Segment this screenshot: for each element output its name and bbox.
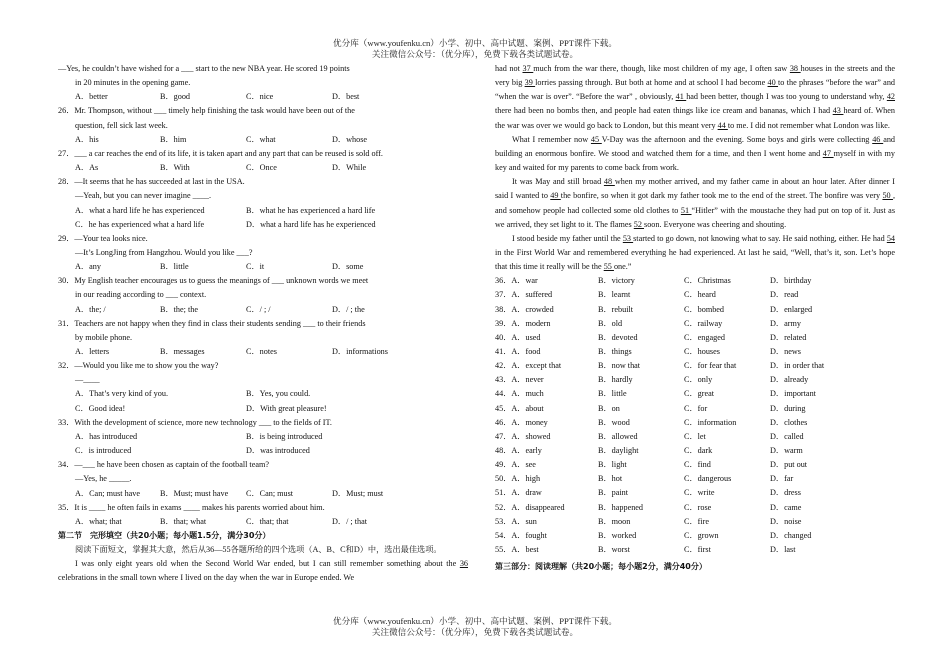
blank-number: 41 (675, 92, 687, 102)
choice-a: 54．A．fought (495, 530, 547, 540)
option-c: C．Can; must (246, 488, 294, 498)
option-d: D．was introduced (246, 446, 310, 456)
option-b: B．him (160, 134, 187, 144)
choice-c: C．great (684, 389, 715, 399)
choice-b: B．hot (598, 474, 623, 484)
choice-row (495, 387, 895, 401)
choice-c: C．let (684, 431, 706, 441)
question-text: 34．—___ he have been chosen as captain of the football team? (58, 460, 269, 470)
choice-row (495, 486, 895, 500)
choice-c: C．bombed (684, 304, 725, 314)
choice-b: B．things (598, 347, 632, 357)
choice-b: B．allowed (598, 431, 638, 441)
option-c: C．nice (246, 92, 274, 102)
choice-d: D．came (770, 502, 802, 512)
question-text: —Yeah, but you can never imagine ____. (75, 191, 212, 201)
blank-number: 40 (767, 78, 779, 88)
options-row (58, 90, 468, 104)
question-text: 29．—Your tea looks nice. (58, 233, 148, 243)
question-text: 30．My English teacher encourages us to guess the meanings of ___ unknown words we meet (58, 276, 369, 286)
option-b: B．Yes, you could. (246, 389, 311, 399)
header-line-2: 关注微信公众号：（优分库），免费下载各类试题试卷。 (371, 49, 579, 59)
passage-start: I was only eight years old when the Second World War ended, but I can still remember something about the 36 celebrations in the small town where I lived on the day when the war in Europe ended. We (58, 559, 468, 583)
options-row (58, 402, 468, 416)
blank-number: 53 (622, 233, 634, 243)
option-a: A．That’s very kind of you. (75, 389, 169, 399)
blank-number: 42 (886, 92, 896, 102)
choice-b: B．light (598, 460, 627, 470)
choice-row (495, 472, 895, 486)
option-a: A．what a hard life he has experienced (75, 205, 205, 215)
options-row (58, 204, 468, 218)
option-a: A．has introduced (75, 431, 138, 441)
option-b: B．little (160, 262, 189, 272)
passage-paragraph: What I remember now 45 V-Day was the afternoon and the evening. Some boys and girls were collecting 46 and building an enormous bonfire. We stood and watched them for a time, and then I went home and 47 myself in with my key and waited for my parents to come back from work. (495, 134, 896, 173)
page-header (0, 38, 950, 60)
choice-a: 44．A．much (495, 389, 544, 399)
choice-d: D．in order that (770, 361, 825, 371)
choice-c: C．only (684, 375, 713, 385)
choice-c: C．heard (684, 290, 716, 300)
option-b: B．Must; must have (160, 488, 229, 498)
question-text: —____ (75, 375, 100, 385)
choice-a: 49．A．see (495, 460, 536, 470)
option-a: A．the; / (75, 304, 106, 314)
choice-c: C．houses (684, 347, 720, 357)
option-a: A．Can; must have (75, 488, 141, 498)
choice-a: 37．A．suffered (495, 290, 553, 300)
choice-a: 43．A．never (495, 375, 544, 385)
blank-number: 43 (832, 106, 844, 116)
choice-c: C．railway (684, 318, 723, 328)
option-c: C．that; that (246, 516, 289, 526)
question-text: 35．It is ____ he often fails in exams ____ makes his parents worried about him. (58, 502, 325, 512)
choice-row (495, 345, 895, 359)
option-c: C．it (246, 262, 265, 272)
blank-number: 38 (789, 64, 801, 73)
passage-paragraph: I stood beside my father until the 53 started to go down, not knowing what to say. He said nothing, either. He had 54 in the First World War and remembered everything he had experienced. At last he said, “Well, that’s it, son. Let’s hope that this time it really will be the 55 one.” (495, 233, 895, 272)
choice-b: B．rebuilt (598, 304, 634, 314)
question-text: —Yes, he _____. (75, 474, 132, 484)
option-c: C．what (246, 134, 276, 144)
option-d: D．/ ; the (332, 304, 365, 314)
choice-d: D．last (770, 545, 796, 555)
question-q25 (58, 62, 468, 104)
choice-b: B．old (598, 318, 623, 328)
choice-a: 39．A．modern (495, 318, 551, 328)
choice-b: B．worst (598, 545, 630, 555)
option-d: D．whose (332, 134, 368, 144)
passage-paragraph: had not 37 much from the war there, though, like most children of my age, I often saw 38 houses in the streets and the very big 39 lorries passing through. But both at home and at school I had become 40 to the phrases “before the war” and “when the war is over”. “Before the war” , obviously, 41 had been better, though I was too young to understand why, 42 there had been no bombs then, and people had eaten things like ice cream and bananas, which I had 43 heard of. When the war was over we would go back to London, but this meant very 44 to me. I did not remember what London was like. (495, 64, 896, 130)
left-column (58, 62, 468, 586)
options-row (58, 515, 468, 529)
option-d: D．While (332, 163, 367, 173)
blank-number: 44 (717, 120, 728, 130)
choice-row (495, 288, 895, 302)
footer-line-1: 优分库（www.youfenku.cn）小学、初中、高中试题、案例、PPT课件下载。 (333, 616, 617, 626)
option-a: A．As (75, 163, 99, 173)
choice-b: B．victory (598, 276, 635, 286)
option-b: B．the; the (160, 304, 198, 314)
blank-number: 52 (633, 219, 645, 229)
question-q28 (58, 175, 468, 232)
options-row (58, 303, 468, 317)
question-q30 (58, 274, 468, 316)
question-q29 (58, 232, 468, 274)
choice-row (495, 430, 895, 444)
option-a: A．any (75, 262, 101, 272)
option-c: C．is introduced (75, 446, 132, 456)
choice-a: 45．A．about (495, 403, 544, 413)
choice-c: C．grown (684, 530, 719, 540)
choice-a: 38．A．crowded (495, 304, 554, 314)
choice-row (495, 529, 895, 543)
choice-a: 41．A．food (495, 347, 541, 357)
choice-d: D．noise (770, 516, 802, 526)
choice-b: B．now that (598, 361, 641, 371)
choice-d: D．changed (770, 530, 812, 540)
choice-d: D．during (770, 403, 806, 413)
option-a: A．his (75, 134, 99, 144)
choice-b: B．little (598, 389, 627, 399)
choice-c: C．information (684, 417, 737, 427)
choice-a: 36．A．war (495, 276, 538, 286)
choice-d: D．clothes (770, 417, 808, 427)
passage-paragraph: It was May and still broad 48 when my mother arrived, and my father came in about an hour later. After dinner I said I wanted to 49 the bonfire, so when it got dark my father took me to the end of the street. The bonfire was very 50 , and somehow people had collected some old clothes to 51 “Hitler” with the moustache they had put on top of it. Just as we arrived, they set light to it. The flames 52 soon. Everyone was cheering and shouting. (495, 177, 896, 229)
question-text: in our reading according to ___ context. (75, 290, 207, 300)
option-c: C．notes (246, 347, 277, 357)
footer-line-2: 关注微信公众号：（优分库），免费下载各类试题试卷。 (371, 627, 579, 637)
option-b: B．With (160, 163, 190, 173)
blank-number: 36 (459, 559, 468, 569)
choice-d: D．news (770, 347, 801, 357)
choice-row (495, 402, 895, 416)
choice-b: B．happened (598, 502, 644, 512)
choice-b: B．on (598, 403, 620, 413)
choice-c: C．dangerous (684, 474, 732, 484)
option-b: B．is being introduced (246, 431, 323, 441)
option-b: B．good (160, 92, 191, 102)
choice-row (495, 444, 895, 458)
options-row (58, 260, 468, 274)
choice-c: C．for (684, 403, 708, 413)
choice-a: 52．A．disappeared (495, 502, 565, 512)
option-c: C．/ ; / (246, 304, 271, 314)
choice-c: C．rose (684, 502, 712, 512)
choice-a: 46．A．money (495, 417, 548, 427)
choice-c: C．find (684, 460, 711, 470)
option-d: D．Must; must (332, 488, 384, 498)
options-row (58, 133, 468, 147)
header-line-1: 优分库（www.youfenku.cn）小学、初中、高中试题、案例、PPT课件下载。 (333, 38, 617, 48)
choice-row (495, 416, 895, 430)
question-text: in 20 minutes in the opening game. (75, 78, 191, 88)
option-d: D．informations (332, 347, 388, 357)
question-text: 28．—It seems that he has succeeded at last in the USA. (58, 177, 245, 187)
option-d: D．best (332, 92, 360, 102)
choice-c: C．for fear that (684, 361, 737, 371)
choice-d: D．enlarged (770, 304, 813, 314)
choice-row (495, 331, 895, 345)
options-row (58, 387, 468, 401)
choice-a: 42．A．except that (495, 361, 562, 371)
section-2-title: 第二节 完形填空（共20小题；每小题1.5分，满分30分） (58, 530, 271, 540)
choice-c: C．first (684, 545, 711, 555)
blank-number: 45 (590, 134, 602, 144)
choice-a: 55．A．best (495, 545, 539, 555)
blank-number: 46 (872, 134, 884, 144)
choice-c: C．engaged (684, 332, 725, 342)
choice-row (495, 317, 895, 331)
blank-number: 54 (886, 233, 895, 243)
choice-row (495, 515, 895, 529)
option-d: D．With great pleasure! (246, 403, 327, 413)
choice-d: D．far (770, 474, 794, 484)
option-a: A．better (75, 92, 108, 102)
section-3-title: 第三部分：阅读理解（共20小题；每小题2分，满分40分） (495, 562, 707, 572)
choice-d: D．already (770, 375, 809, 385)
choice-d: D．related (770, 332, 807, 342)
choice-c: C．fire (684, 516, 710, 526)
options-row (58, 430, 468, 444)
blank-number: 39 (524, 78, 536, 88)
option-d: D．/ ; that (332, 516, 368, 526)
choice-b: B．moon (598, 516, 631, 526)
option-b: B．messages (160, 347, 205, 357)
choice-a: 50．A．high (495, 474, 541, 484)
option-a: A．letters (75, 347, 110, 357)
question-q32 (58, 359, 468, 416)
choice-d: D．army (770, 318, 801, 328)
option-c: C．Once (246, 163, 277, 173)
question-q27 (58, 147, 468, 175)
option-d: D．what a hard life has he experienced (246, 219, 376, 229)
options-row (58, 444, 468, 458)
options-row (58, 218, 468, 232)
choice-b: B．paint (598, 488, 629, 498)
question-text: 33．With the development of science, more new technology ___ to the fields of IT. (58, 417, 332, 427)
choice-a: 48．A．early (495, 446, 542, 456)
choice-row (495, 458, 895, 472)
choice-row (495, 373, 895, 387)
page-footer (0, 616, 950, 638)
choice-row (495, 543, 895, 557)
options-row (58, 345, 468, 359)
right-column (495, 62, 895, 574)
option-c: C．he has experienced what a hard life (75, 219, 205, 229)
choice-d: D．warm (770, 446, 803, 456)
question-q31 (58, 317, 468, 359)
option-b: B．that; what (160, 516, 207, 526)
question-text: —It’s LongJing from Hangzhou. Would you like ___? (75, 247, 253, 257)
question-q34 (58, 458, 468, 500)
choice-d: D．birthday (770, 276, 812, 286)
question-q26 (58, 104, 468, 146)
question-text: 26．Mr. Thompson, without ___ timely help finishing the task would have been out of the (58, 106, 355, 116)
question-text: by mobile phone. (75, 332, 133, 342)
question-text: question, fell sick last week. (75, 120, 168, 130)
choice-b: B．worked (598, 530, 637, 540)
choice-b: B．learnt (598, 290, 631, 300)
option-c: C．Good idea! (75, 403, 126, 413)
option-b: B．what he has experienced a hard life (246, 205, 376, 215)
choice-d: D．read (770, 290, 799, 300)
choice-b: B．wood (598, 417, 630, 427)
choice-d: D．important (770, 389, 816, 399)
choice-c: C．Christmas (684, 276, 731, 286)
choice-b: B．hardly (598, 375, 633, 385)
options-row (58, 161, 468, 175)
question-text: 32．—Would you like me to show you the way? (58, 361, 219, 371)
choice-row (495, 303, 895, 317)
choice-d: D．dress (770, 488, 801, 498)
choice-c: C．dark (684, 446, 713, 456)
choice-d: D．put out (770, 460, 808, 470)
option-d: D．some (332, 262, 364, 272)
blank-number: 47 (822, 148, 834, 158)
choice-c: C．write (684, 488, 715, 498)
choice-a: 47．A．showed (495, 431, 551, 441)
question-text: 31．Teachers are not happy when they find in class their students sending ___ to their friends (58, 318, 366, 328)
blank-number: 50 (882, 191, 893, 201)
section-2-instructions: 阅读下面短文，掌握其大意，然后从36—55各题所给的四个选项（A、B、C和D）中，选出最佳选项。 (75, 545, 442, 555)
choice-row (495, 501, 895, 515)
question-q33 (58, 416, 468, 458)
choice-d: D．called (770, 431, 804, 441)
choice-b: B．devoted (598, 332, 638, 342)
option-a: A．what; that (75, 516, 122, 526)
choice-a: 53．A．sun (495, 516, 537, 526)
choice-b: B．daylight (598, 446, 639, 456)
choice-a: 51．A．draw (495, 488, 542, 498)
choice-row (495, 274, 895, 288)
blank-number: 51 (680, 205, 692, 215)
choice-a: 40．A．used (495, 332, 541, 342)
blank-number: 55 (603, 262, 614, 272)
blank-number: 37 (522, 64, 534, 73)
options-row (58, 487, 468, 501)
question-q35 (58, 501, 468, 529)
choice-row (495, 359, 895, 373)
question-text: —Yes, he couldn’t have wished for a ___ start to the new NBA year. He scored 19 points (58, 64, 350, 73)
blank-number: 48 (603, 177, 615, 187)
blank-number: 49 (550, 191, 561, 201)
question-text: 27．___ a car reaches the end of its life, it is taken apart and any part that can be reused is sold off. (58, 148, 383, 158)
